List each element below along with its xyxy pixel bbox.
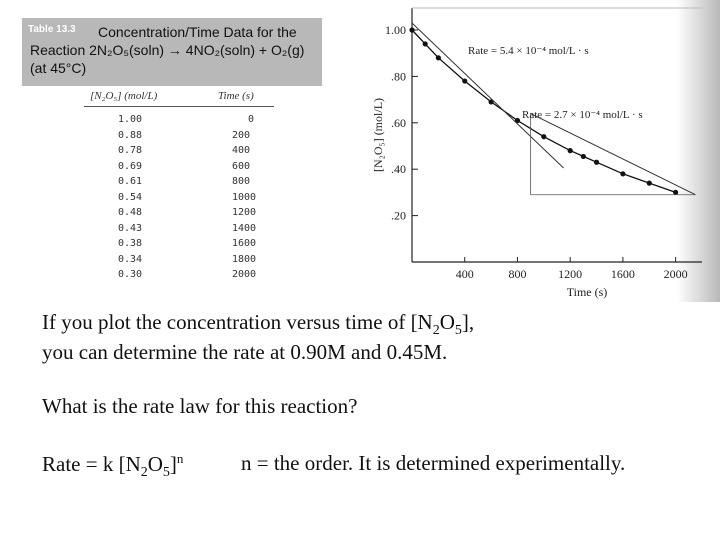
table-cell-concentration: 0.69 [118,160,143,172]
column-header-time: Time (s) [218,90,254,102]
data-point [423,41,428,46]
table-caption-title: Concentration/Time Data for the [98,24,297,40]
order-note-text: n = the order. It is determined experimentally. [241,451,626,475]
table-cell-concentration: 0.38 [118,238,143,249]
data-point [581,154,586,159]
data-point [462,78,467,83]
table-number-badge: Table 13.3 [28,24,76,35]
x-tick-label: 800 [508,267,527,281]
y-tick-label: .20 [391,208,406,223]
data-table-image [22,18,322,288]
rate-law-question: What is the rate law for this reaction? [42,394,358,418]
table-cell-time: 2000 [232,269,257,280]
table-column-headers [84,88,274,107]
plot-subscript-5: 5 [454,323,462,339]
table-caption-temperature: (at 45°C) [30,60,87,76]
data-point [594,160,599,165]
y-tick-label: .80 [391,69,406,84]
table-cell-concentration: 1.00 [118,114,143,125]
x-axis-label: Time (s) [566,285,608,299]
plot-text-part2: O [439,310,455,334]
plot-instruction-text [42,310,474,339]
rate-law-expression [42,451,183,481]
data-point [409,27,414,32]
rate-annotation-2: Rate = 2.7 × 10⁻⁴ mol/L · s [522,109,643,121]
y-tick-label: .60 [391,115,406,130]
rate-annotation-1: Rate = 5.4 × 10⁻⁴ mol/L · s [468,45,589,57]
table-cell-time: 800 [232,176,251,187]
plot-subscript-2: 2 [432,323,440,339]
x-tick-label: 400 [455,267,474,281]
data-point [436,55,441,60]
concentration-time-chart [360,0,720,302]
table-cell-time: 1600 [232,238,257,249]
plot-text-part3: ], [461,310,475,334]
chart-svg [360,0,720,302]
data-point [620,171,625,176]
x-tick-label: 1600 [610,267,635,281]
table-cell-concentration: 0.43 [118,222,143,234]
table-caption-reaction: Reaction 2N₂O₅(soln) → 4NO₂(soln) + O₂(g) [30,42,305,58]
table-cell-time: 600 [232,160,251,172]
y-tick-label: 1.00 [385,23,406,37]
table-cell-time: 0 [248,114,255,125]
table-cell-concentration: 0.48 [118,207,143,218]
rate-text-part2: O [147,452,163,476]
table-cell-concentration: 0.88 [118,129,143,141]
rate-text-part1: Rate = k [N [42,452,141,476]
determine-rate-text: you can determine the rate at 0.90M and 0.45M. [42,340,448,364]
rate-text-part3: ] [169,452,177,476]
rate-subscript-5: 5 [162,465,170,481]
data-point [568,148,573,153]
plot-text-part1: If you plot the concentration versus time of [N [42,310,433,334]
y-axis-label: [N₂O₅] (mol/L) [371,97,385,173]
y-tick-label: .40 [391,162,406,177]
table-cell-concentration: 0.54 [118,191,143,203]
column-header-concentration: [N₂O₅] (mol/L) [90,90,158,102]
table-cell-time: 1200 [232,207,257,218]
rate-subscript-2: 2 [140,465,148,481]
rate-superscript-n: n [176,451,184,466]
table-cell-concentration: 0.30 [118,269,143,280]
data-point [541,134,546,139]
table-cell-time: 1800 [232,253,257,265]
table-cell-concentration: 0.61 [118,176,143,187]
table-cell-time: 400 [232,145,251,156]
table-cell-concentration: 0.34 [118,253,143,265]
x-tick-label: 2000 [663,267,688,281]
tangent-line-2 [531,114,696,195]
table-cell-time: 1000 [232,191,257,203]
table-cell-time: 200 [232,129,251,141]
x-tick-label: 1200 [558,267,583,281]
data-point [673,190,678,195]
table-cell-concentration: 0.78 [118,145,143,156]
data-point [647,181,652,186]
table-caption-box [22,18,322,86]
table-cell-time: 1400 [232,222,257,234]
